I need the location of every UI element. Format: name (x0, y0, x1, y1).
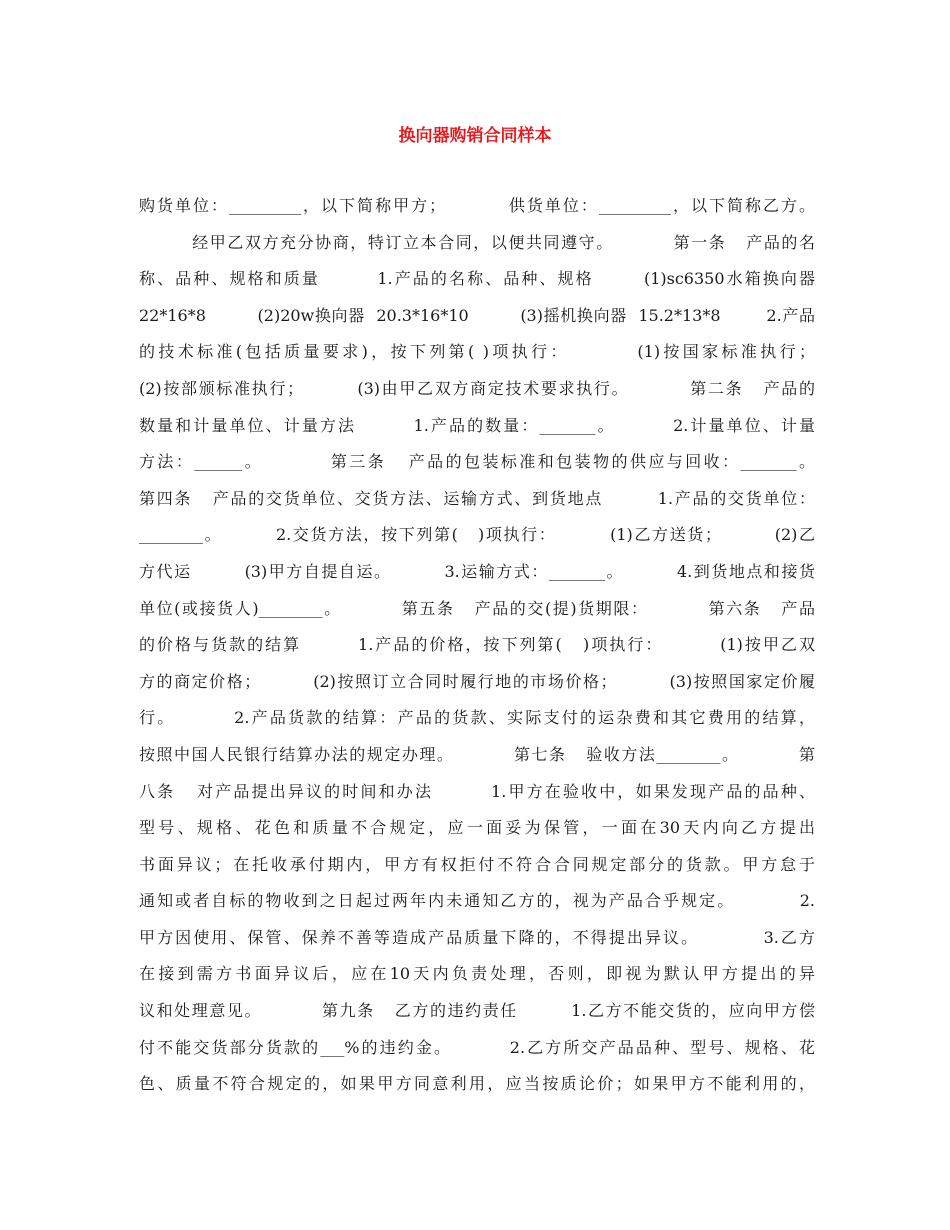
text-line: 议和处理意见。 第九条 乙方的违约责任 1.乙方不能交货的，应向甲方偿 (139, 1001, 815, 1021)
text-line: 的技术标准(包括质量要求)，按下列第( )项执行： (1)按国家标准执行； (139, 342, 815, 362)
text-line: 数量和计量单位、计量方法 1.产品的数量：_______。 2.计量单位、计量 (139, 415, 815, 435)
text-line: 八条 对产品提出异议的时间和办法 1.甲方在验收中，如果发现产品的品种、 (139, 781, 815, 801)
text-line: 经甲乙双方充分协商，特订立本合同，以便共同遵守。 第一条 产品的名 (139, 232, 815, 252)
text-line: 22*16*8 (2)20w换向器 20.3*16*10 (3)摇机换向器 15.2*13*8 2.产品 (139, 305, 815, 325)
text-line: 付不能交货部分货款的___%的违约金。 2.乙方所交产品品种、型号、规格、花 (139, 1037, 815, 1057)
text-line: 按照中国人民银行结算办法的规定办理。 第七条 验收方法________。 第 (139, 744, 815, 764)
text-line: 的价格与货款的结算 1.产品的价格，按下列第( )项执行： (1)按甲乙双 (139, 635, 815, 655)
text-line: 型号、规格、花色和质量不合规定，应一面妥为保管，一面在30天内向乙方提出 (139, 818, 815, 838)
text-line: 称、品种、规格和质量 1.产品的名称、品种、规格 (1)sc6350水箱换向器 (139, 269, 815, 289)
text-line: 通知或者自标的物收到之日起过两年内未通知乙方的，视为产品合乎规定。 2. (139, 891, 815, 911)
text-line: 色、质量不符合规定的，如果甲方同意利用，应当按质论价；如果甲方不能利用的， (139, 1074, 815, 1094)
text-line: 在接到需方书面异议后，应在10天内负责处理，否则，即视为默认甲方提出的异 (139, 964, 815, 984)
text-line: 购货单位：_________，以下简称甲方； 供货单位：_________，以下简称乙方。 (139, 196, 815, 215)
text-line: 甲方因使用、保管、保养不善等造成产品质量下降的，不得提出异议。 3.乙方 (139, 927, 815, 947)
text-line: ________。 2.交货方法，按下列第( )项执行： (1)乙方送货； (2)乙 (139, 525, 815, 545)
text-line: (2)按部颁标准执行； (3)由甲乙双方商定技术要求执行。 第二条 产品的 (139, 378, 815, 398)
contract-body (139, 188, 815, 1103)
text-line: 书面异议；在托收承付期内，甲方有权拒付不符合合同规定部分的货款。甲方怠于 (139, 854, 815, 874)
text-line: 行。 2.产品货款的结算：产品的货款、实际支付的运杂费和其它费用的结算， (139, 708, 815, 728)
document-title: 换向器购销合同样本 (398, 126, 552, 146)
text-line: 方的商定价格； (2)按照订立合同时履行地的市场价格； (3)按照国家定价履 (139, 671, 815, 691)
text-line: 第四条 产品的交货单位、交货方法、运输方式、到货地点 1.产品的交货单位： (139, 488, 815, 508)
text-line: 单位(或接货人)________。 第五条 产品的交(提)货期限： 第六条 产品 (139, 598, 815, 618)
text-line: 方代运 (3)甲方自提自运。 3.运输方式：_______。 4.到货地点和接货 (139, 561, 815, 581)
text-line: 方法：______。 第三条 产品的包装标准和包装物的供应与回收：_______。 (139, 452, 815, 472)
